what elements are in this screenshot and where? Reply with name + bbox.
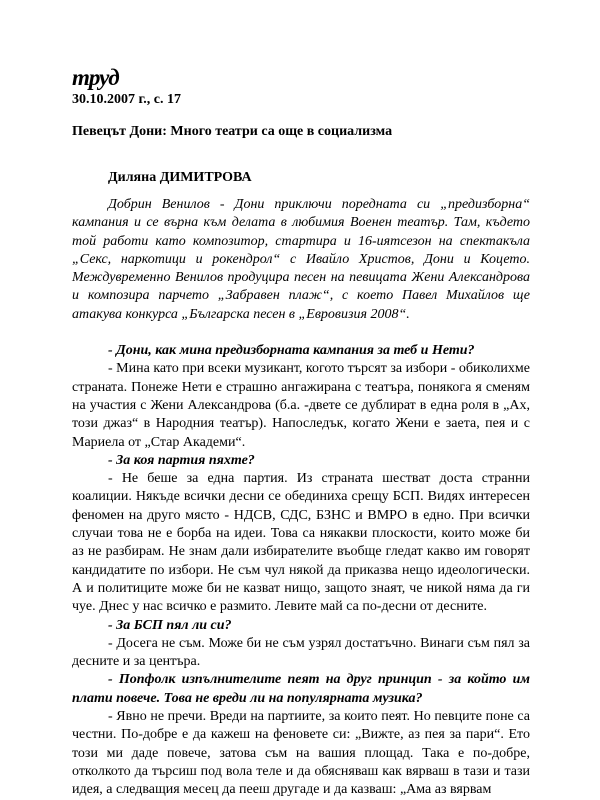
source-line: 30.10.2007 г., с. 17 — [72, 92, 181, 107]
author-name: Диляна ДИМИТРОВА — [108, 170, 252, 185]
question-2: - За коя партия пяхте? — [108, 452, 255, 468]
question-4: - Попфолк изпълнителите пеят на друг принцип - за който им плати повече. Това не вреди ли на популярната музика? — [72, 672, 530, 706]
lead-paragraph: Добрин Венилов - Дони приключи поредната си „предизборна“ кампания и се върна към делата в любимия Военен театър. Там, където той работи като композитор, стартира и 16-иятсезон на спектакъла „Секс, наркотици и рокендрол“ с Ивайло Христов, Дони и Коцето. Междувременно Венилов продуцира песен на певицата Жени Александрова и композира парчето „Забравен плаж“, с което Павел Михайлов ще атакува конкурса „Българска песен в „Евровизия 2008“. — [72, 197, 530, 322]
answer-1: - Мина като при всеки музикант, когото търсят за избори - обиколихме страната. Понеже Нети е страшно ангажирана с театъра, понякога я сменям на участия с Жени Александрова (б.а. -двете се дублират в една роля в „Ах, този джаз“ в Народния театър). Напоследък, когато Жени е заета, пея и с Мариела от „Стар Академи“. — [72, 361, 530, 450]
answer-4: - Явно не пречи. Вреди на партиите, за които пеят. Но певците поне са честни. По-добре е да кажеш на феновете си: „Вижте, аз пея за пари“. Ето този ми даде повече, затова съм на вашия площад. Така е по-добре, отколкото да търсиш под вола теле и да обясняваш как вярваш в тази и тази идея, а следващия месец да пееш другаде и да казваш: „Ама аз вярвам — [72, 709, 530, 798]
question-3: - За БСП пял ли си? — [108, 617, 232, 633]
newspaper-logo: труд — [72, 65, 119, 90]
question-1: - Дони, как мина предизборната кампания за теб и Нети? — [108, 343, 475, 359]
article-title: Певецът Дони: Много театри са още в социализма — [72, 124, 393, 139]
answer-2: - Не беше за една партия. Из страната шестват доста странни коалиции. Някъде всички десни се обединиха срещу БСП. Видях интересен феномен на друго място - НДСВ, СДС, БЗНС и ВМРО в едно. При всички случаи това не е борба на идеи. Това са някакви плоскости, които може би аз не разбирам. Не знам дали избирателите въобще гледат какво им говорят кандидатите по избори. Не съм чул някой да приказва нещо идеологически. А и политиците може би не казват нищо, защото знаят, че никой няма да ги чуе. Днес у нас всичко е размито. Левите май са по-десни от десните. — [72, 471, 530, 615]
article-body — [72, 196, 530, 800]
answer-3: - Досега не съм. Може би не съм узрял достатъчно. Винаги съм пял за десните и за центъра. — [72, 635, 530, 670]
